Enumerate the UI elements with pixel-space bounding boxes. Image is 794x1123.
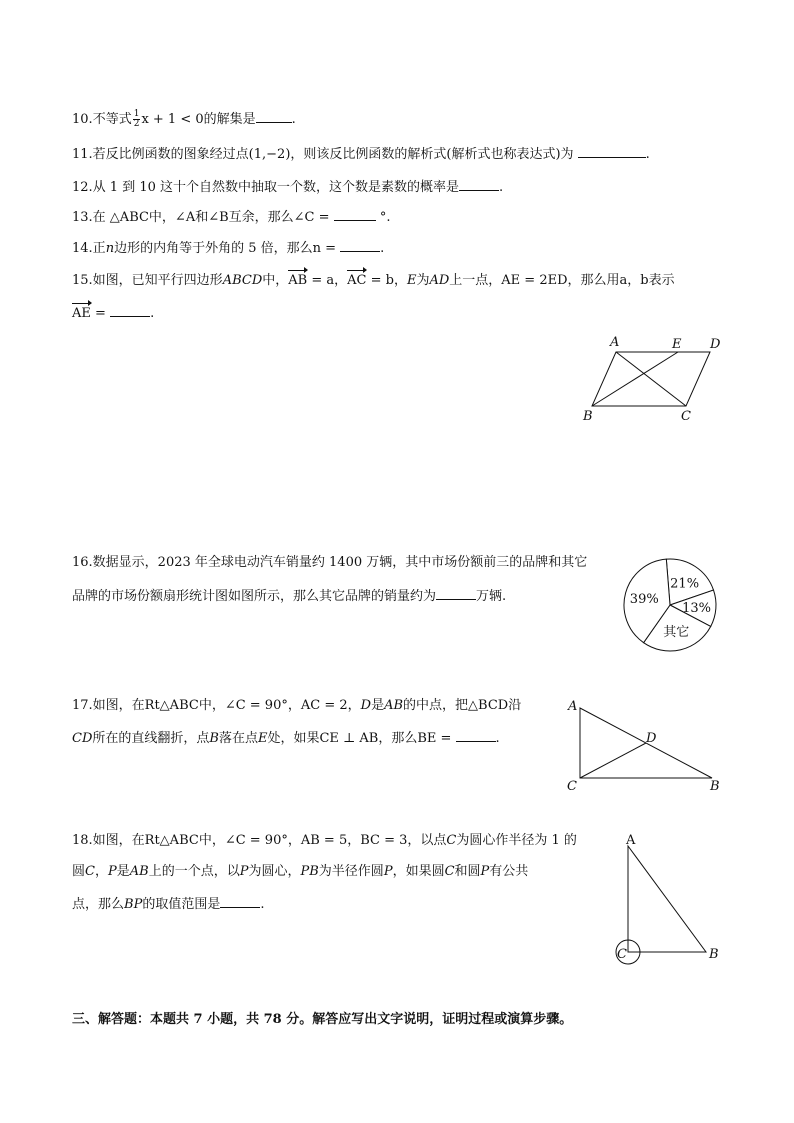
vector-ac: AC [347, 269, 366, 291]
q18-end: . [260, 897, 265, 912]
answer-blank [456, 727, 496, 742]
q18-text-2c: 是 [116, 864, 130, 879]
q15-text-c: 为 [416, 273, 430, 288]
q15-text-d: 上一点，AE = 2ED，那么用a，b表示 [449, 273, 675, 288]
q18-text-2: 圆 [72, 864, 86, 879]
q18-sep: ， [94, 864, 108, 879]
q11-end: . [645, 147, 650, 162]
section-3-heading: 三、解答题：本题共 7 小题，共 78 分。解答应写出文字说明，证明过程或演算步骤。 [72, 1012, 573, 1027]
q18-bp: BP [124, 897, 143, 912]
q18-text-2i: 有公共 [489, 864, 529, 879]
label-b: B [709, 947, 719, 962]
q18-text-2h: 和圆 [454, 864, 481, 879]
q17-cd: CD [72, 731, 93, 746]
diagonal-ac [616, 352, 686, 406]
question-17-line-2 [72, 727, 500, 749]
q14-end: . [380, 241, 385, 256]
pie-label-0: 21% [670, 576, 700, 592]
question-17 [72, 696, 521, 716]
q18-text-3: 点，那么 [72, 897, 125, 912]
q18-p3: P [383, 864, 393, 879]
q18-p2: P [239, 864, 249, 879]
q17-ab: AB [384, 698, 404, 713]
label-c: C [567, 779, 577, 794]
question-12 [72, 176, 503, 198]
question-16-line-2 [72, 585, 506, 607]
q17-text-b: 是 [371, 698, 385, 713]
q15-end: . [150, 306, 155, 321]
q15-ad: AD [429, 273, 450, 288]
q13-text: 13.在 △ABC中，∠A和∠B互余，那么∠C = [72, 210, 330, 225]
q18-text-2f: 为半径作圆 [318, 864, 384, 879]
question-18-line-3 [72, 893, 264, 915]
q17-text-2: 所在的直线翻折，点 [92, 731, 210, 746]
q17-text-c: 的中点，把△BCD沿 [403, 698, 522, 713]
vector-ab: AB [288, 269, 307, 291]
q18-c3: C [444, 864, 455, 879]
q18-c: C [446, 833, 457, 848]
q15-text-b: 中， [262, 273, 289, 288]
answer-blank [256, 108, 292, 123]
label-c: C [617, 947, 627, 962]
segment-be [592, 352, 678, 406]
q18-text-2e: 为圆心， [248, 864, 301, 879]
question-10 [72, 108, 296, 130]
q18-text-2d: 上的一个点，以 [148, 864, 240, 879]
pie-chart [620, 555, 720, 655]
q17-text: 17.如图，在Rt△ABC中，∠C = 90°，AC = 2， [72, 698, 361, 713]
question-16 [72, 553, 587, 573]
triangle-figure-18 [606, 828, 726, 968]
question-15-line-2 [72, 302, 154, 324]
q18-p: P [107, 864, 117, 879]
label-b: B [710, 779, 720, 794]
q14-n: n [105, 241, 115, 256]
q15-abcd: ABCD [222, 273, 263, 288]
q17-end: . [495, 731, 500, 746]
frac-num: 1 [133, 109, 140, 119]
answer-blank [110, 302, 150, 317]
q18-p4: P [480, 864, 490, 879]
q18-text-3b: 的取值范围是 [142, 897, 221, 912]
q10-text: 不等式 [92, 112, 132, 127]
label-d: D [646, 731, 657, 746]
answer-blank [578, 143, 646, 158]
q16-text-2: 品牌的市场份额扇形统计图如图所示，那么其它品牌的销量约为 [72, 589, 437, 604]
q14-text: 14.正 [72, 241, 106, 256]
fraction-one-half [133, 110, 141, 129]
triangle-abc [628, 846, 706, 952]
vector-ae: AE [72, 302, 91, 324]
q11-text: 11.若反比例函数的图象经过点(1,−2)，则该反比例函数的解析式(解析式也称表达式)为 [72, 147, 574, 162]
q16-end: 万辆. [476, 589, 507, 604]
question-14 [72, 237, 384, 259]
q15-eq: = [90, 306, 106, 321]
parallelogram-figure [580, 334, 730, 424]
label-a: A [610, 335, 620, 350]
q15-eq-a: = a， [307, 273, 348, 288]
q16-text: 16.数据显示，2023 年全球电动汽车销量约 1400 万辆，其中市场份额前三的品牌和其它 [72, 555, 588, 570]
q12-text: 12.从 1 到 10 这十个自然数中抽取一个数，这个数是素数的概率是 [72, 180, 460, 195]
label-a: A [568, 699, 578, 714]
triangle-figure-17 [562, 696, 732, 798]
question-15 [72, 269, 675, 291]
answer-blank [334, 206, 376, 221]
label-e: E [672, 337, 682, 352]
question-13 [72, 206, 390, 228]
answer-blank [459, 176, 499, 191]
label-b: B [583, 409, 593, 424]
segment-cd [580, 743, 646, 778]
answer-blank [220, 893, 260, 908]
question-18-line-2 [72, 862, 528, 882]
frac-den: 2 [133, 119, 140, 129]
q10-number: 10. [72, 112, 93, 127]
q18-text-b: 为圆心作半径为 1 的 [456, 833, 577, 848]
q18-ab: AB [129, 864, 149, 879]
answer-blank [436, 585, 476, 600]
label-a: A [626, 833, 636, 848]
q18-c2: C [85, 864, 95, 879]
pie-label-3: 39% [629, 591, 659, 607]
q18-text-2g: ，如果圆 [392, 864, 445, 879]
answer-blank [340, 237, 380, 252]
pie-label-1: 13% [682, 601, 712, 617]
question-18 [72, 831, 577, 851]
q17-text-2c: 处，如果CE ⊥ AB，那么BE = [267, 731, 452, 746]
label-c: C [681, 409, 691, 424]
label-d: D [710, 337, 721, 352]
q14-text-2: 边形的内角等于外角的 5 倍，那么n = [114, 241, 336, 256]
q15-text: 15.如图，已知平行四边形 [72, 273, 223, 288]
q18-pb: PB [300, 864, 319, 879]
q17-b: B [209, 731, 219, 746]
q12-end: . [499, 180, 504, 195]
q17-e: E [257, 731, 268, 746]
q10-end: . [291, 112, 296, 127]
q13-end: °. [379, 210, 391, 225]
q18-text: 18.如图，在Rt△ABC中，∠C = 90°，AB = 5，BC = 3，以点 [72, 833, 447, 848]
q15-e: E [406, 273, 417, 288]
q17-d: D [360, 698, 372, 713]
q15-eq-b: = b， [366, 273, 407, 288]
pie-label-2: 其它 [663, 624, 690, 640]
q17-text-2b: 落在点 [218, 731, 258, 746]
question-11 [72, 143, 650, 165]
q10-text-2: x + 1 < 0的解集是 [141, 112, 256, 127]
